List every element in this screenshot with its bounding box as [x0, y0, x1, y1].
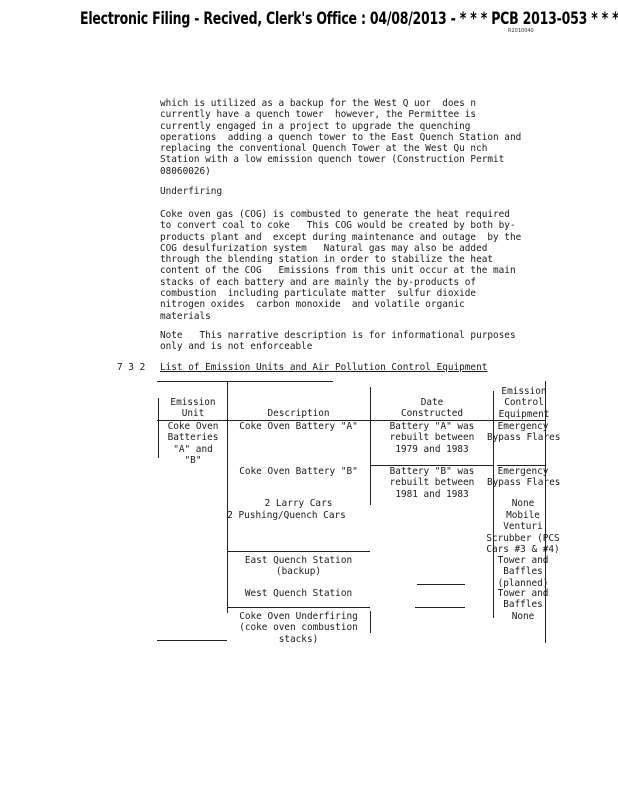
- header-control-equipment: Emission Control Equipment: [498, 386, 550, 420]
- cell-date: Battery "B" was rebuilt between 1981 and 1983: [389, 466, 475, 500]
- table-rule: [227, 551, 370, 552]
- table-rule: [157, 381, 333, 382]
- cell-control: Emergency Bypass Flares: [487, 466, 561, 489]
- filing-stamp: Electronic Filing - Recived, Clerk's Office : 04/08/2013 - * * * PCB 2013-053 * * *: [80, 9, 618, 28]
- filing-stamp-id: R2010040: [508, 28, 534, 34]
- header-description: Description: [267, 408, 330, 419]
- cell-description: 2 Larry Cars: [264, 498, 333, 509]
- table-rule: [227, 607, 370, 608]
- cell-control: None: [511, 611, 535, 622]
- table-border: [370, 611, 371, 633]
- cell-description: Coke Oven Battery "A": [239, 421, 358, 432]
- cell-control: Tower and Baffles (planned): [497, 555, 549, 589]
- section-number: 7 3 2: [117, 362, 146, 373]
- paragraph-quench-station: which is utilized as a backup for the West Q uor does n currently have a quench tower however, the Permittee is currently engaged in a project to upgrade the quenching operations adding a quench tower to the East Quench Station and replacing the conventional Quench Tower at the West Qu nch Station with a low emission quench tower (Construction Permit 08060026): [160, 98, 522, 177]
- cell-description: West Quench Station: [244, 588, 353, 599]
- table-border: [227, 381, 228, 613]
- section-heading: [117, 362, 487, 373]
- cell-control: Tower and Baffles: [497, 588, 549, 611]
- cell-control: Emergency Bypass Flares: [487, 421, 561, 444]
- section-title: List of Emission Units and Air Pollution Control Equipment: [160, 362, 488, 373]
- underfiring-heading: Underfiring: [160, 186, 223, 197]
- note-paragraph: Note This narrative description is for informational purposes only and is not enforceable: [160, 330, 516, 353]
- header-emission-unit: Emission Unit: [170, 397, 216, 420]
- cell-description: 2 Pushing/Quench Cars: [227, 510, 346, 521]
- table-border: [370, 387, 371, 505]
- table-rule: [157, 640, 227, 641]
- cell-unit-name: Coke Oven Batteries "A" and "B": [167, 421, 219, 466]
- paragraph-underfiring: Coke oven gas (COG) is combusted to generate the heat required to convert coal to coke This COG would be created by both by- products plant and except during maintenance and outage by the COG desulfurization system Natural gas may also be added through the blending station in order to stabilize the heat content of the COG Emissions from this unit occur at the main stacks of each battery and are mainly the by-products of combustion including particulate matter sulfur dioxide nitrogen oxides carbon monoxide and volatile organic materials: [160, 209, 522, 322]
- cell-control: Mobile Venturi Scrubber (PCS Cars #3 & #4): [486, 510, 560, 555]
- cell-date: Battery "A" was rebuilt between 1979 and 1983: [389, 421, 475, 455]
- header-date-constructed: Date Constructed: [400, 397, 464, 420]
- table-rule: [415, 607, 465, 608]
- cell-description: East Quench Station (backup): [244, 555, 353, 578]
- cell-description: Coke Oven Battery "B": [239, 466, 358, 477]
- table-rule: [417, 584, 465, 585]
- cell-control: None: [511, 498, 535, 509]
- cell-description: Coke Oven Underfiring (coke oven combustion stacks): [239, 611, 358, 645]
